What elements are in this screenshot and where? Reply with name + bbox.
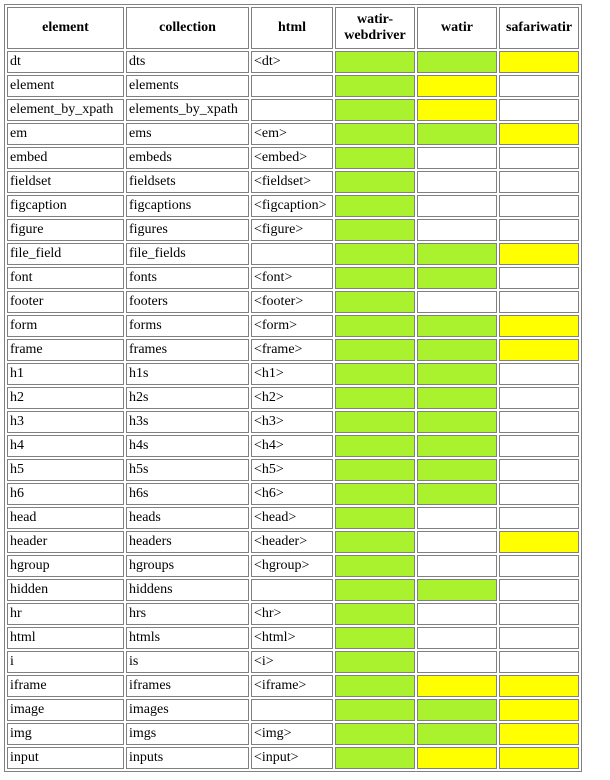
table-row — [7, 507, 579, 529]
cell-safariwatir-support — [499, 555, 579, 577]
cell-watir-webdriver-support — [335, 627, 415, 649]
cell-html: <html> — [251, 627, 333, 649]
header-html: html — [251, 7, 333, 49]
table-row — [7, 531, 579, 553]
table-row — [7, 459, 579, 481]
cell-html: <form> — [251, 315, 333, 337]
cell-element: img — [7, 723, 124, 745]
cell-element: h2 — [7, 387, 124, 409]
table-row — [7, 555, 579, 577]
cell-html: <font> — [251, 267, 333, 289]
table-row — [7, 267, 579, 289]
cell-collection: images — [126, 699, 249, 721]
table-row — [7, 51, 579, 73]
table-body — [7, 51, 579, 769]
cell-safariwatir-support — [499, 579, 579, 601]
header-watir-webdriver: watir-webdriver — [335, 7, 415, 49]
cell-watir-support — [417, 747, 497, 769]
cell-safariwatir-support — [499, 363, 579, 385]
cell-safariwatir-support — [499, 627, 579, 649]
cell-watir-support — [417, 651, 497, 673]
table-row — [7, 387, 579, 409]
cell-html: <iframe> — [251, 675, 333, 697]
cell-watir-webdriver-support — [335, 507, 415, 529]
cell-html: <h1> — [251, 363, 333, 385]
cell-collection: h6s — [126, 483, 249, 505]
table-row — [7, 651, 579, 673]
cell-watir-webdriver-support — [335, 411, 415, 433]
cell-safariwatir-support — [499, 267, 579, 289]
cell-html: <input> — [251, 747, 333, 769]
header-safariwatir: safariwatir — [499, 7, 579, 49]
table-row — [7, 675, 579, 697]
cell-watir-webdriver-support — [335, 531, 415, 553]
cell-safariwatir-support — [499, 315, 579, 337]
cell-element: file_field — [7, 243, 124, 265]
cell-element: dt — [7, 51, 124, 73]
cell-watir-support — [417, 675, 497, 697]
cell-watir-support — [417, 267, 497, 289]
cell-collection: forms — [126, 315, 249, 337]
cell-collection: h5s — [126, 459, 249, 481]
cell-element: html — [7, 627, 124, 649]
cell-element: image — [7, 699, 124, 721]
cell-watir-webdriver-support — [335, 387, 415, 409]
cell-watir-webdriver-support — [335, 291, 415, 313]
cell-collection: ems — [126, 123, 249, 145]
cell-safariwatir-support — [499, 339, 579, 361]
cell-collection: file_fields — [126, 243, 249, 265]
cell-safariwatir-support — [499, 699, 579, 721]
cell-html: <figcaption> — [251, 195, 333, 217]
cell-html: <dt> — [251, 51, 333, 73]
cell-watir-support — [417, 579, 497, 601]
cell-collection: headers — [126, 531, 249, 553]
cell-safariwatir-support — [499, 651, 579, 673]
table-row — [7, 243, 579, 265]
cell-element: element — [7, 75, 124, 97]
cell-watir-webdriver-support — [335, 195, 415, 217]
cell-watir-support — [417, 339, 497, 361]
cell-collection: inputs — [126, 747, 249, 769]
cell-watir-support — [417, 555, 497, 577]
cell-collection: embeds — [126, 147, 249, 169]
cell-watir-support — [417, 459, 497, 481]
cell-element: footer — [7, 291, 124, 313]
cell-element: h5 — [7, 459, 124, 481]
cell-watir-support — [417, 363, 497, 385]
table-row — [7, 75, 579, 97]
table-row — [7, 171, 579, 193]
cell-element: frame — [7, 339, 124, 361]
cell-watir-support — [417, 627, 497, 649]
cell-element: hr — [7, 603, 124, 625]
cell-watir-support — [417, 531, 497, 553]
cell-html: <em> — [251, 123, 333, 145]
cell-html: <fieldset> — [251, 171, 333, 193]
cell-safariwatir-support — [499, 123, 579, 145]
cell-watir-webdriver-support — [335, 651, 415, 673]
cell-watir-support — [417, 171, 497, 193]
table-row — [7, 699, 579, 721]
cell-collection: iframes — [126, 675, 249, 697]
cell-watir-webdriver-support — [335, 363, 415, 385]
cell-watir-support — [417, 99, 497, 121]
cell-html: <h3> — [251, 411, 333, 433]
header-element: element — [7, 7, 124, 49]
cell-collection: frames — [126, 339, 249, 361]
cell-collection: footers — [126, 291, 249, 313]
cell-watir-support — [417, 603, 497, 625]
cell-html — [251, 75, 333, 97]
cell-element: figcaption — [7, 195, 124, 217]
table-row — [7, 339, 579, 361]
cell-watir-webdriver-support — [335, 747, 415, 769]
cell-element: input — [7, 747, 124, 769]
table-row — [7, 435, 579, 457]
cell-safariwatir-support — [499, 411, 579, 433]
cell-html: <h2> — [251, 387, 333, 409]
cell-safariwatir-support — [499, 483, 579, 505]
cell-html: <img> — [251, 723, 333, 745]
cell-safariwatir-support — [499, 147, 579, 169]
cell-html: <hr> — [251, 603, 333, 625]
cell-element: font — [7, 267, 124, 289]
cell-watir-support — [417, 507, 497, 529]
cell-watir-webdriver-support — [335, 123, 415, 145]
cell-watir-support — [417, 195, 497, 217]
cell-collection: is — [126, 651, 249, 673]
cell-element: h4 — [7, 435, 124, 457]
cell-watir-support — [417, 291, 497, 313]
cell-collection: h4s — [126, 435, 249, 457]
cell-collection: dts — [126, 51, 249, 73]
cell-watir-support — [417, 243, 497, 265]
cell-element: hidden — [7, 579, 124, 601]
cell-html: <h4> — [251, 435, 333, 457]
cell-safariwatir-support — [499, 675, 579, 697]
cell-collection: heads — [126, 507, 249, 529]
cell-watir-support — [417, 483, 497, 505]
cell-safariwatir-support — [499, 171, 579, 193]
cell-watir-webdriver-support — [335, 147, 415, 169]
cell-safariwatir-support — [499, 747, 579, 769]
table-row — [7, 219, 579, 241]
cell-collection: htmls — [126, 627, 249, 649]
cell-watir-webdriver-support — [335, 483, 415, 505]
cell-watir-support — [417, 123, 497, 145]
cell-element: head — [7, 507, 124, 529]
cell-html — [251, 243, 333, 265]
cell-element: form — [7, 315, 124, 337]
cell-element: embed — [7, 147, 124, 169]
cell-safariwatir-support — [499, 75, 579, 97]
table-row — [7, 579, 579, 601]
cell-html: <h6> — [251, 483, 333, 505]
cell-watir-webdriver-support — [335, 51, 415, 73]
table-row — [7, 315, 579, 337]
cell-element: figure — [7, 219, 124, 241]
cell-html — [251, 699, 333, 721]
cell-watir-support — [417, 411, 497, 433]
cell-safariwatir-support — [499, 387, 579, 409]
cell-collection: elements — [126, 75, 249, 97]
cell-safariwatir-support — [499, 507, 579, 529]
cell-collection: fonts — [126, 267, 249, 289]
cell-safariwatir-support — [499, 99, 579, 121]
cell-safariwatir-support — [499, 219, 579, 241]
cell-html: <h5> — [251, 459, 333, 481]
cell-html: <header> — [251, 531, 333, 553]
cell-watir-support — [417, 315, 497, 337]
cell-watir-webdriver-support — [335, 675, 415, 697]
cell-watir-webdriver-support — [335, 723, 415, 745]
cell-html — [251, 579, 333, 601]
cell-watir-webdriver-support — [335, 603, 415, 625]
cell-html: <i> — [251, 651, 333, 673]
cell-safariwatir-support — [499, 243, 579, 265]
support-table — [4, 4, 582, 772]
header-watir: watir — [417, 7, 497, 49]
cell-watir-support — [417, 219, 497, 241]
cell-collection: h3s — [126, 411, 249, 433]
cell-watir-webdriver-support — [335, 99, 415, 121]
cell-watir-webdriver-support — [335, 315, 415, 337]
cell-collection: imgs — [126, 723, 249, 745]
cell-watir-support — [417, 75, 497, 97]
cell-element: em — [7, 123, 124, 145]
cell-element: h1 — [7, 363, 124, 385]
cell-watir-webdriver-support — [335, 171, 415, 193]
cell-collection: hgroups — [126, 555, 249, 577]
table-row — [7, 627, 579, 649]
cell-element: i — [7, 651, 124, 673]
cell-watir-support — [417, 699, 497, 721]
table-row — [7, 363, 579, 385]
table-row — [7, 723, 579, 745]
cell-collection: fieldsets — [126, 171, 249, 193]
cell-element: header — [7, 531, 124, 553]
cell-watir-webdriver-support — [335, 243, 415, 265]
table-row — [7, 147, 579, 169]
cell-collection: elements_by_xpath — [126, 99, 249, 121]
cell-watir-webdriver-support — [335, 219, 415, 241]
cell-collection: h1s — [126, 363, 249, 385]
cell-element: iframe — [7, 675, 124, 697]
cell-html: <embed> — [251, 147, 333, 169]
cell-watir-webdriver-support — [335, 579, 415, 601]
cell-html: <figure> — [251, 219, 333, 241]
table-row — [7, 99, 579, 121]
cell-watir-support — [417, 387, 497, 409]
cell-html: <head> — [251, 507, 333, 529]
cell-element: hgroup — [7, 555, 124, 577]
cell-element: h6 — [7, 483, 124, 505]
table-row — [7, 195, 579, 217]
cell-safariwatir-support — [499, 603, 579, 625]
cell-html — [251, 99, 333, 121]
table-row — [7, 603, 579, 625]
header-row — [7, 7, 579, 49]
cell-safariwatir-support — [499, 195, 579, 217]
cell-safariwatir-support — [499, 723, 579, 745]
cell-watir-webdriver-support — [335, 699, 415, 721]
cell-html: <frame> — [251, 339, 333, 361]
cell-element: h3 — [7, 411, 124, 433]
cell-watir-webdriver-support — [335, 339, 415, 361]
cell-element: element_by_xpath — [7, 99, 124, 121]
cell-safariwatir-support — [499, 51, 579, 73]
cell-collection: hrs — [126, 603, 249, 625]
cell-safariwatir-support — [499, 435, 579, 457]
cell-watir-webdriver-support — [335, 267, 415, 289]
cell-safariwatir-support — [499, 459, 579, 481]
cell-collection: h2s — [126, 387, 249, 409]
cell-safariwatir-support — [499, 291, 579, 313]
cell-watir-support — [417, 147, 497, 169]
cell-safariwatir-support — [499, 531, 579, 553]
header-collection: collection — [126, 7, 249, 49]
cell-watir-support — [417, 723, 497, 745]
cell-watir-webdriver-support — [335, 75, 415, 97]
cell-watir-support — [417, 51, 497, 73]
cell-html: <footer> — [251, 291, 333, 313]
cell-watir-webdriver-support — [335, 555, 415, 577]
table-row — [7, 483, 579, 505]
cell-collection: figures — [126, 219, 249, 241]
table-row — [7, 747, 579, 769]
cell-watir-webdriver-support — [335, 435, 415, 457]
cell-html: <hgroup> — [251, 555, 333, 577]
cell-watir-webdriver-support — [335, 459, 415, 481]
cell-element: fieldset — [7, 171, 124, 193]
table-row — [7, 123, 579, 145]
cell-watir-support — [417, 435, 497, 457]
table-row — [7, 411, 579, 433]
table-row — [7, 291, 579, 313]
cell-collection: figcaptions — [126, 195, 249, 217]
cell-collection: hiddens — [126, 579, 249, 601]
